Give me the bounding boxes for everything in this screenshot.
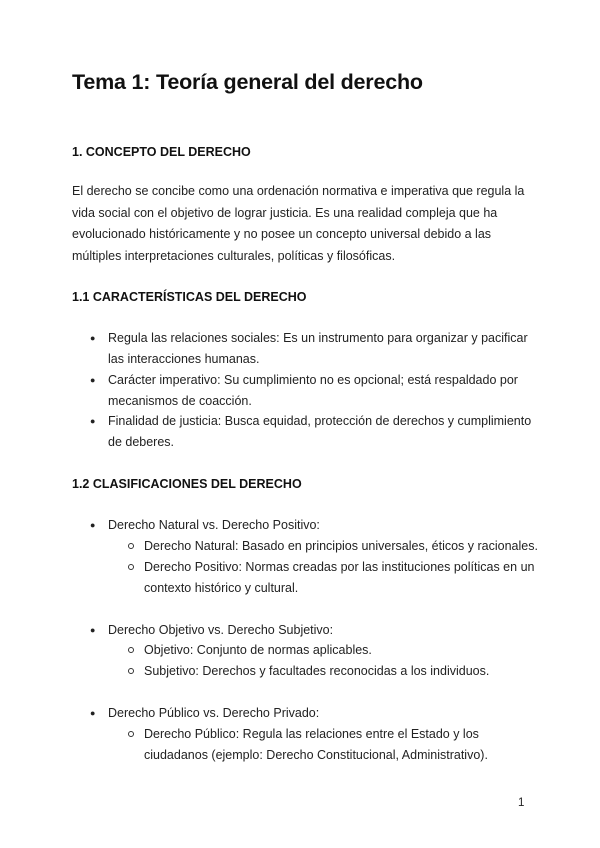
bullet-icon: ● bbox=[90, 333, 96, 343]
list-item-text: Derecho Público vs. Derecho Privado: bbox=[108, 706, 320, 720]
bullet-icon: ● bbox=[90, 375, 96, 385]
sub-list-item bbox=[144, 640, 544, 661]
list-item-text: las interacciones humanas. bbox=[108, 352, 260, 366]
list-item-text: mecanismos de coacción. bbox=[108, 394, 252, 408]
circle-bullet-icon bbox=[128, 668, 134, 674]
circle-bullet-icon bbox=[128, 564, 134, 570]
bullet-icon: ● bbox=[90, 708, 96, 718]
list-item-text: Derecho Objetivo vs. Derecho Subjetivo: bbox=[108, 623, 334, 637]
concepto-paragraph bbox=[72, 181, 532, 267]
paragraph-line: El derecho se concibe como una ordenación normativa e imperativa que regula la bbox=[72, 184, 525, 198]
circle-bullet-icon bbox=[128, 731, 134, 737]
list-item bbox=[90, 328, 533, 370]
list-item bbox=[90, 515, 533, 536]
section-heading-clasificaciones: 1.2 CLASIFICACIONES DEL DERECHO bbox=[72, 477, 302, 491]
list-item-text: Regula las relaciones sociales: Es un instrumento para organizar y pacificar bbox=[108, 331, 528, 345]
sub-list-item bbox=[144, 661, 544, 682]
paragraph-line: evolucionado históricamente y no posee un concepto universal debido a las bbox=[72, 227, 492, 241]
sub-item-text: Derecho Positivo: Normas creadas por las instituciones políticas en un bbox=[144, 560, 535, 574]
list-item-text: Finalidad de justicia: Busca equidad, protección de derechos y cumplimiento bbox=[108, 414, 532, 428]
page-number: 1 bbox=[518, 797, 525, 809]
sub-item-text: contexto histórico y cultural. bbox=[144, 581, 299, 595]
list-item-text: Carácter imperativo: Su cumplimiento no es opcional; está respaldado por bbox=[108, 373, 518, 387]
bullet-icon: ● bbox=[90, 625, 96, 635]
paragraph-line: múltiples interpretaciones culturales, políticas y filosóficas. bbox=[72, 248, 396, 263]
section-heading-caracteristicas: 1.1 CARACTERÍSTICAS DEL DERECHO bbox=[72, 290, 307, 304]
circle-bullet-icon bbox=[128, 647, 134, 653]
sub-item-text: Derecho Natural: Basado en principios universales, éticos y racionales. bbox=[144, 539, 538, 553]
list-item-text: de deberes. bbox=[108, 435, 175, 449]
circle-bullet-icon bbox=[128, 543, 134, 549]
page-title: Tema 1: Teoría general del derecho bbox=[72, 70, 423, 94]
sub-list-item bbox=[144, 557, 544, 599]
list-item-text: Derecho Natural vs. Derecho Positivo: bbox=[108, 518, 320, 532]
list-item bbox=[90, 370, 533, 412]
sub-item-text: Subjetivo: Derechos y facultades reconocidas a los individuos. bbox=[144, 664, 490, 678]
list-item bbox=[90, 703, 533, 724]
sub-item-text: Objetivo: Conjunto de normas aplicables. bbox=[144, 643, 372, 657]
sub-list-item bbox=[144, 724, 544, 766]
bullet-icon: ● bbox=[90, 416, 96, 426]
section-heading-concepto: 1. CONCEPTO DEL DERECHO bbox=[72, 145, 251, 159]
sub-item-text: Derecho Público: Regula las relaciones entre el Estado y los bbox=[144, 727, 479, 741]
bullet-icon: ● bbox=[90, 520, 96, 530]
sub-list-item bbox=[144, 536, 544, 557]
paragraph-line: vida social con el objetivo de lograr justicia. Es una realidad compleja que ha bbox=[72, 205, 498, 220]
list-item bbox=[90, 411, 533, 453]
list-item bbox=[90, 620, 533, 641]
sub-item-text: ciudadanos (ejemplo: Derecho Constitucional, Administrativo). bbox=[144, 748, 488, 762]
